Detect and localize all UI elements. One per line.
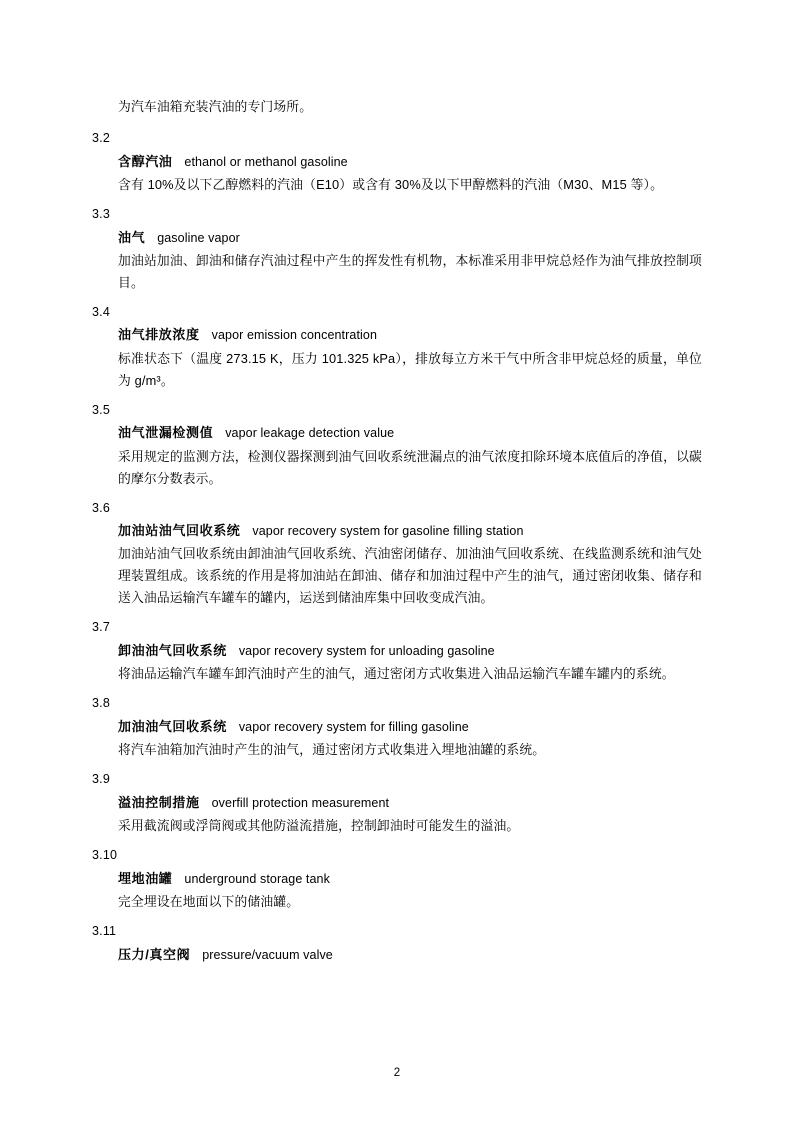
term-chinese: 卸油油气回收系统 — [118, 643, 227, 658]
term-chinese: 含醇汽油 — [118, 153, 173, 169]
term-english: overfill protection measurement — [211, 795, 390, 810]
clause-paragraph: 加油站加油、卸油和储存汽油过程中产生的挥发性有机物，本标准采用非甲烷总烃作为油气排放控制项目。 — [118, 252, 702, 290]
page-number: 2 — [393, 1067, 401, 1079]
term-line — [92, 716, 702, 738]
term-chinese: 加油站油气回收系统 — [118, 523, 241, 539]
clause-number: 3.6 — [92, 500, 110, 515]
term-chinese: 加油油气回收系统 — [118, 718, 227, 734]
clause-paragraph: 将油品运输汽车罐车卸汽油时产生的油气，通过密闭方式收集进入油品运输汽车罐车罐内的系统。 — [118, 666, 675, 682]
term-chinese: 油气 — [118, 229, 146, 245]
term-line — [92, 227, 702, 249]
clause-number: 3.10 — [92, 848, 118, 862]
term-chinese: 埋地油罐 — [118, 870, 173, 886]
term-line — [92, 640, 702, 662]
clause-number: 3.2 — [92, 131, 110, 145]
clause-paragraph: 完全埋设在地面以下的储油罐。 — [118, 893, 300, 909]
term-english: underground storage tank — [184, 871, 330, 886]
term-line — [92, 324, 702, 346]
clause-paragraph: 含有 10%及以下乙醇燃料的汽油（E10）或含有 30%及以下甲醇燃料的汽油（M30、M15 等）。 — [118, 176, 664, 192]
page-content — [92, 96, 702, 966]
term-chinese: 油气排放浓度 — [118, 327, 200, 343]
clause-number: 3.3 — [92, 206, 110, 221]
clause-paragraph: 标准状态下（温度 273.15 K，压力 101.325 kPa），排放每立方米干气中所含非甲烷总烃的质量，单位为 g/m³。 — [118, 350, 702, 388]
clause-paragraph: 将汽车油箱加汽油时产生的油气，通过密闭方式收集进入埋地油罐的系统。 — [118, 742, 546, 758]
term-english: vapor recovery system for filling gasoline — [238, 719, 469, 734]
term-english: vapor recovery system for gasoline filling station — [252, 524, 524, 539]
term-english: vapor recovery system for unloading gasoline — [238, 644, 495, 658]
clause-number: 3.7 — [92, 620, 110, 635]
clause-number: 3.11 — [92, 923, 117, 938]
term-english: ethanol or methanol gasoline — [184, 154, 348, 169]
term-line — [92, 151, 702, 173]
term-chinese: 压力/真空阀 — [118, 946, 191, 962]
term-english: vapor emission concentration — [211, 328, 377, 343]
term-line — [92, 520, 702, 542]
term-chinese: 油气泄漏检测值 — [118, 425, 214, 441]
clause-number: 3.5 — [92, 402, 110, 417]
clause-number: 3.8 — [92, 696, 110, 711]
term-line — [92, 944, 702, 966]
clause-paragraph: 采用规定的监测方法，检测仪器探测到油气回收系统泄漏点的油气浓度扣除环境本底值后的净值，以碳的摩尔分数表示。 — [118, 448, 702, 486]
term-line — [92, 868, 702, 890]
term-english: vapor leakage detection value — [225, 426, 395, 441]
term-line — [92, 792, 702, 814]
clause-paragraph: 采用截流阀或浮筒阀或其他防溢流措施，控制卸油时可能发生的溢油。 — [118, 818, 520, 833]
term-chinese: 溢油控制措施 — [118, 794, 200, 810]
term-english: gasoline vapor — [157, 230, 240, 245]
term-english: pressure/vacuum valve — [202, 947, 333, 962]
clause-number: 3.9 — [92, 772, 110, 787]
term-line — [92, 422, 702, 444]
clause-number: 3.4 — [92, 304, 110, 319]
opening-paragraph: 为汽车油箱充装汽油的专门场所。 — [118, 99, 313, 114]
clause-paragraph: 加油站油气回收系统由卸油油气回收系统、汽油密闭储存、加油油气回收系统、在线监测系统和油气处理装置组成。该系统的作用是将加油站在卸油、储存和加油过程中产生的油气，通过密闭收集、储存和送入油品运输汽车罐车的罐内，运送到储油库集中回收变成汽油。 — [118, 546, 702, 606]
